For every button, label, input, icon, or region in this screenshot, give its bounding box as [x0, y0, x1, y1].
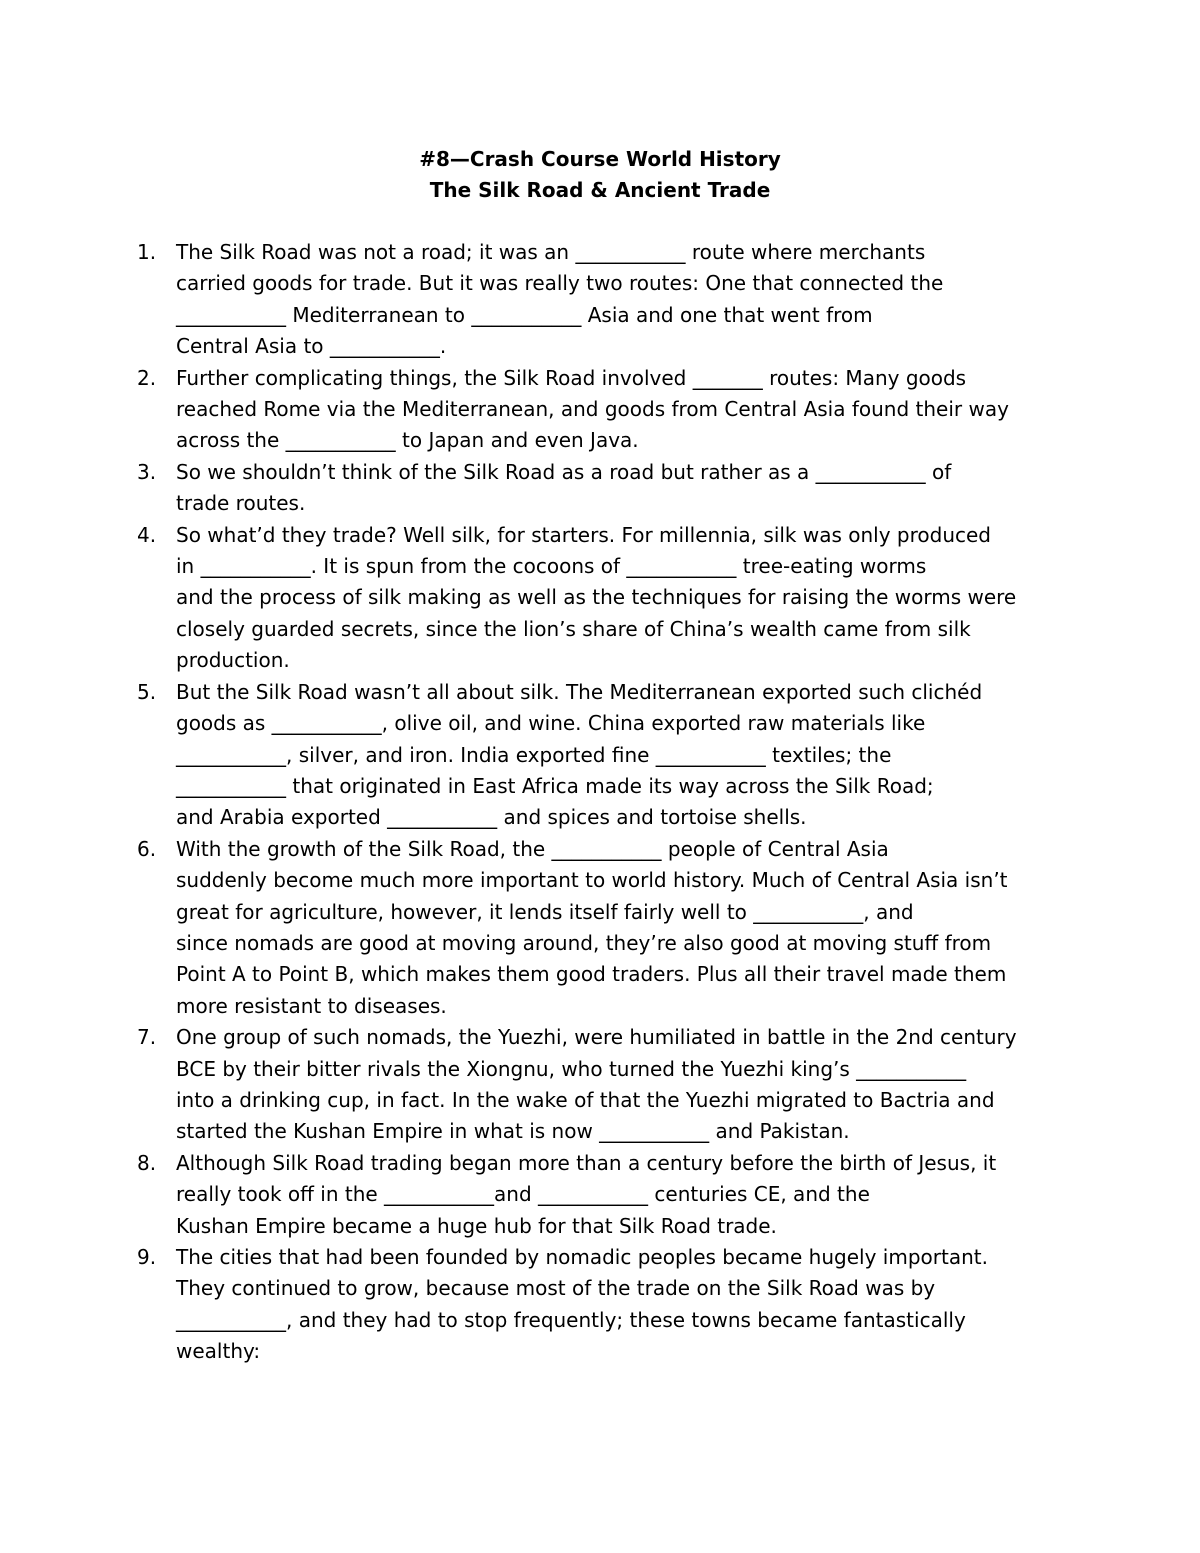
question-line: The cities that had been founded by nomadic peoples became hugely important. [176, 1245, 988, 1269]
question-number: 6. [137, 836, 157, 861]
question-line: into a drinking cup, in fact. In the wake of that the Yuezhi migrated to Bactria and [176, 1087, 995, 1112]
question-line: wealthy: [176, 1339, 261, 1364]
question-number: 8. [137, 1150, 157, 1175]
question-item [137, 1242, 1067, 1368]
question-item [137, 1148, 1067, 1242]
question-line: in ___________. It is spun from the cocoons of ___________ tree-eating worms [176, 554, 927, 579]
worksheet-title: #8—Crash Course World History [419, 147, 781, 171]
question-line: more resistant to diseases. [176, 993, 447, 1018]
question-line: So we shouldn’t think of the Silk Road as a road but rather as a ___________ of [176, 459, 952, 484]
question-line: ___________ that originated in East Africa made its way across the Silk Road; [176, 773, 934, 798]
question-line: and Arabia exported ___________ and spices and tortoise shells. [176, 805, 807, 830]
question-line: But the Silk Road wasn’t all about silk. The Mediterranean exported such clichéd [176, 679, 983, 704]
question-line: since nomads are good at moving around, they’re also good at moving stuff from [176, 930, 992, 955]
question-line: One group of such nomads, the Yuezhi, were humiliated in battle in the 2nd century [176, 1025, 1017, 1050]
question-item [137, 457, 1067, 520]
question-line: BCE by their bitter rivals the Xiongnu, who turned the Yuezhi king’s ___________ [176, 1056, 967, 1081]
question-line: goods as ___________, olive oil, and wine. China exported raw materials like [176, 711, 926, 736]
question-line: trade routes. [176, 491, 306, 516]
question-number: 1. [137, 240, 157, 264]
question-number: 5. [137, 679, 157, 704]
worksheet-subtitle: The Silk Road & Ancient Trade [429, 178, 771, 202]
question-line: really took off in the ___________and ___________ centuries CE, and the [176, 1182, 870, 1207]
question-number: 2. [137, 365, 157, 390]
question-number: 7. [137, 1025, 157, 1050]
question-line: ___________, and they had to stop frequently; these towns became fantastically [176, 1307, 966, 1332]
question-item [137, 237, 1067, 363]
question-line: So what’d they trade? Well silk, for starters. For millennia, silk was only produced [176, 522, 991, 547]
question-item [137, 363, 1067, 457]
question-number: 4. [137, 522, 157, 547]
question-line: Central Asia to ___________. [176, 334, 447, 359]
question-line: suddenly become much more important to world history. Much of Central Asia isn’t [176, 868, 1008, 893]
question-line: across the ___________ to Japan and even Java. [176, 428, 639, 453]
question-line: started the Kushan Empire in what is now ___________ and Pakistan. [176, 1119, 850, 1144]
question-item [137, 834, 1067, 1022]
question-list [137, 237, 1067, 1368]
question-item [137, 1022, 1067, 1148]
question-line: production. [176, 648, 290, 673]
question-line: The Silk Road was not a road; it was an ___________ route where merchants [176, 240, 926, 264]
question-line: reached Rome via the Mediterranean, and goods from Central Asia found their way [176, 397, 1009, 422]
question-line: and the process of silk making as well as the techniques for raising the worms were [176, 585, 1017, 610]
question-line: ___________, silver, and iron. India exported fine ___________ textiles; the [176, 742, 892, 767]
question-line: closely guarded secrets, since the lion’s share of China’s wealth came from silk [176, 616, 971, 641]
question-line: Point A to Point B, which makes them good traders. Plus all their travel made them [176, 962, 1007, 987]
question-line: With the growth of the Silk Road, the ___________ people of Central Asia [176, 836, 889, 861]
question-line: Kushan Empire became a huge hub for that Silk Road trade. [176, 1213, 777, 1238]
worksheet-header [0, 144, 1200, 206]
question-number: 9. [137, 1245, 157, 1269]
question-line: great for agriculture, however, it lends itself fairly well to ___________, and [176, 899, 914, 924]
question-item [137, 677, 1067, 834]
question-number: 3. [137, 459, 157, 484]
question-line: ___________ Mediterranean to ___________ Asia and one that went from [176, 302, 873, 327]
question-line: carried goods for trade. But it was really two routes: One that connected the [176, 271, 944, 296]
question-line: Further complicating things, the Silk Road involved _______ routes: Many goods [176, 365, 967, 390]
question-line: Although Silk Road trading began more than a century before the birth of Jesus, it [176, 1150, 997, 1175]
question-line: They continued to grow, because most of the trade on the Silk Road was by [176, 1276, 936, 1301]
question-item [137, 520, 1067, 677]
